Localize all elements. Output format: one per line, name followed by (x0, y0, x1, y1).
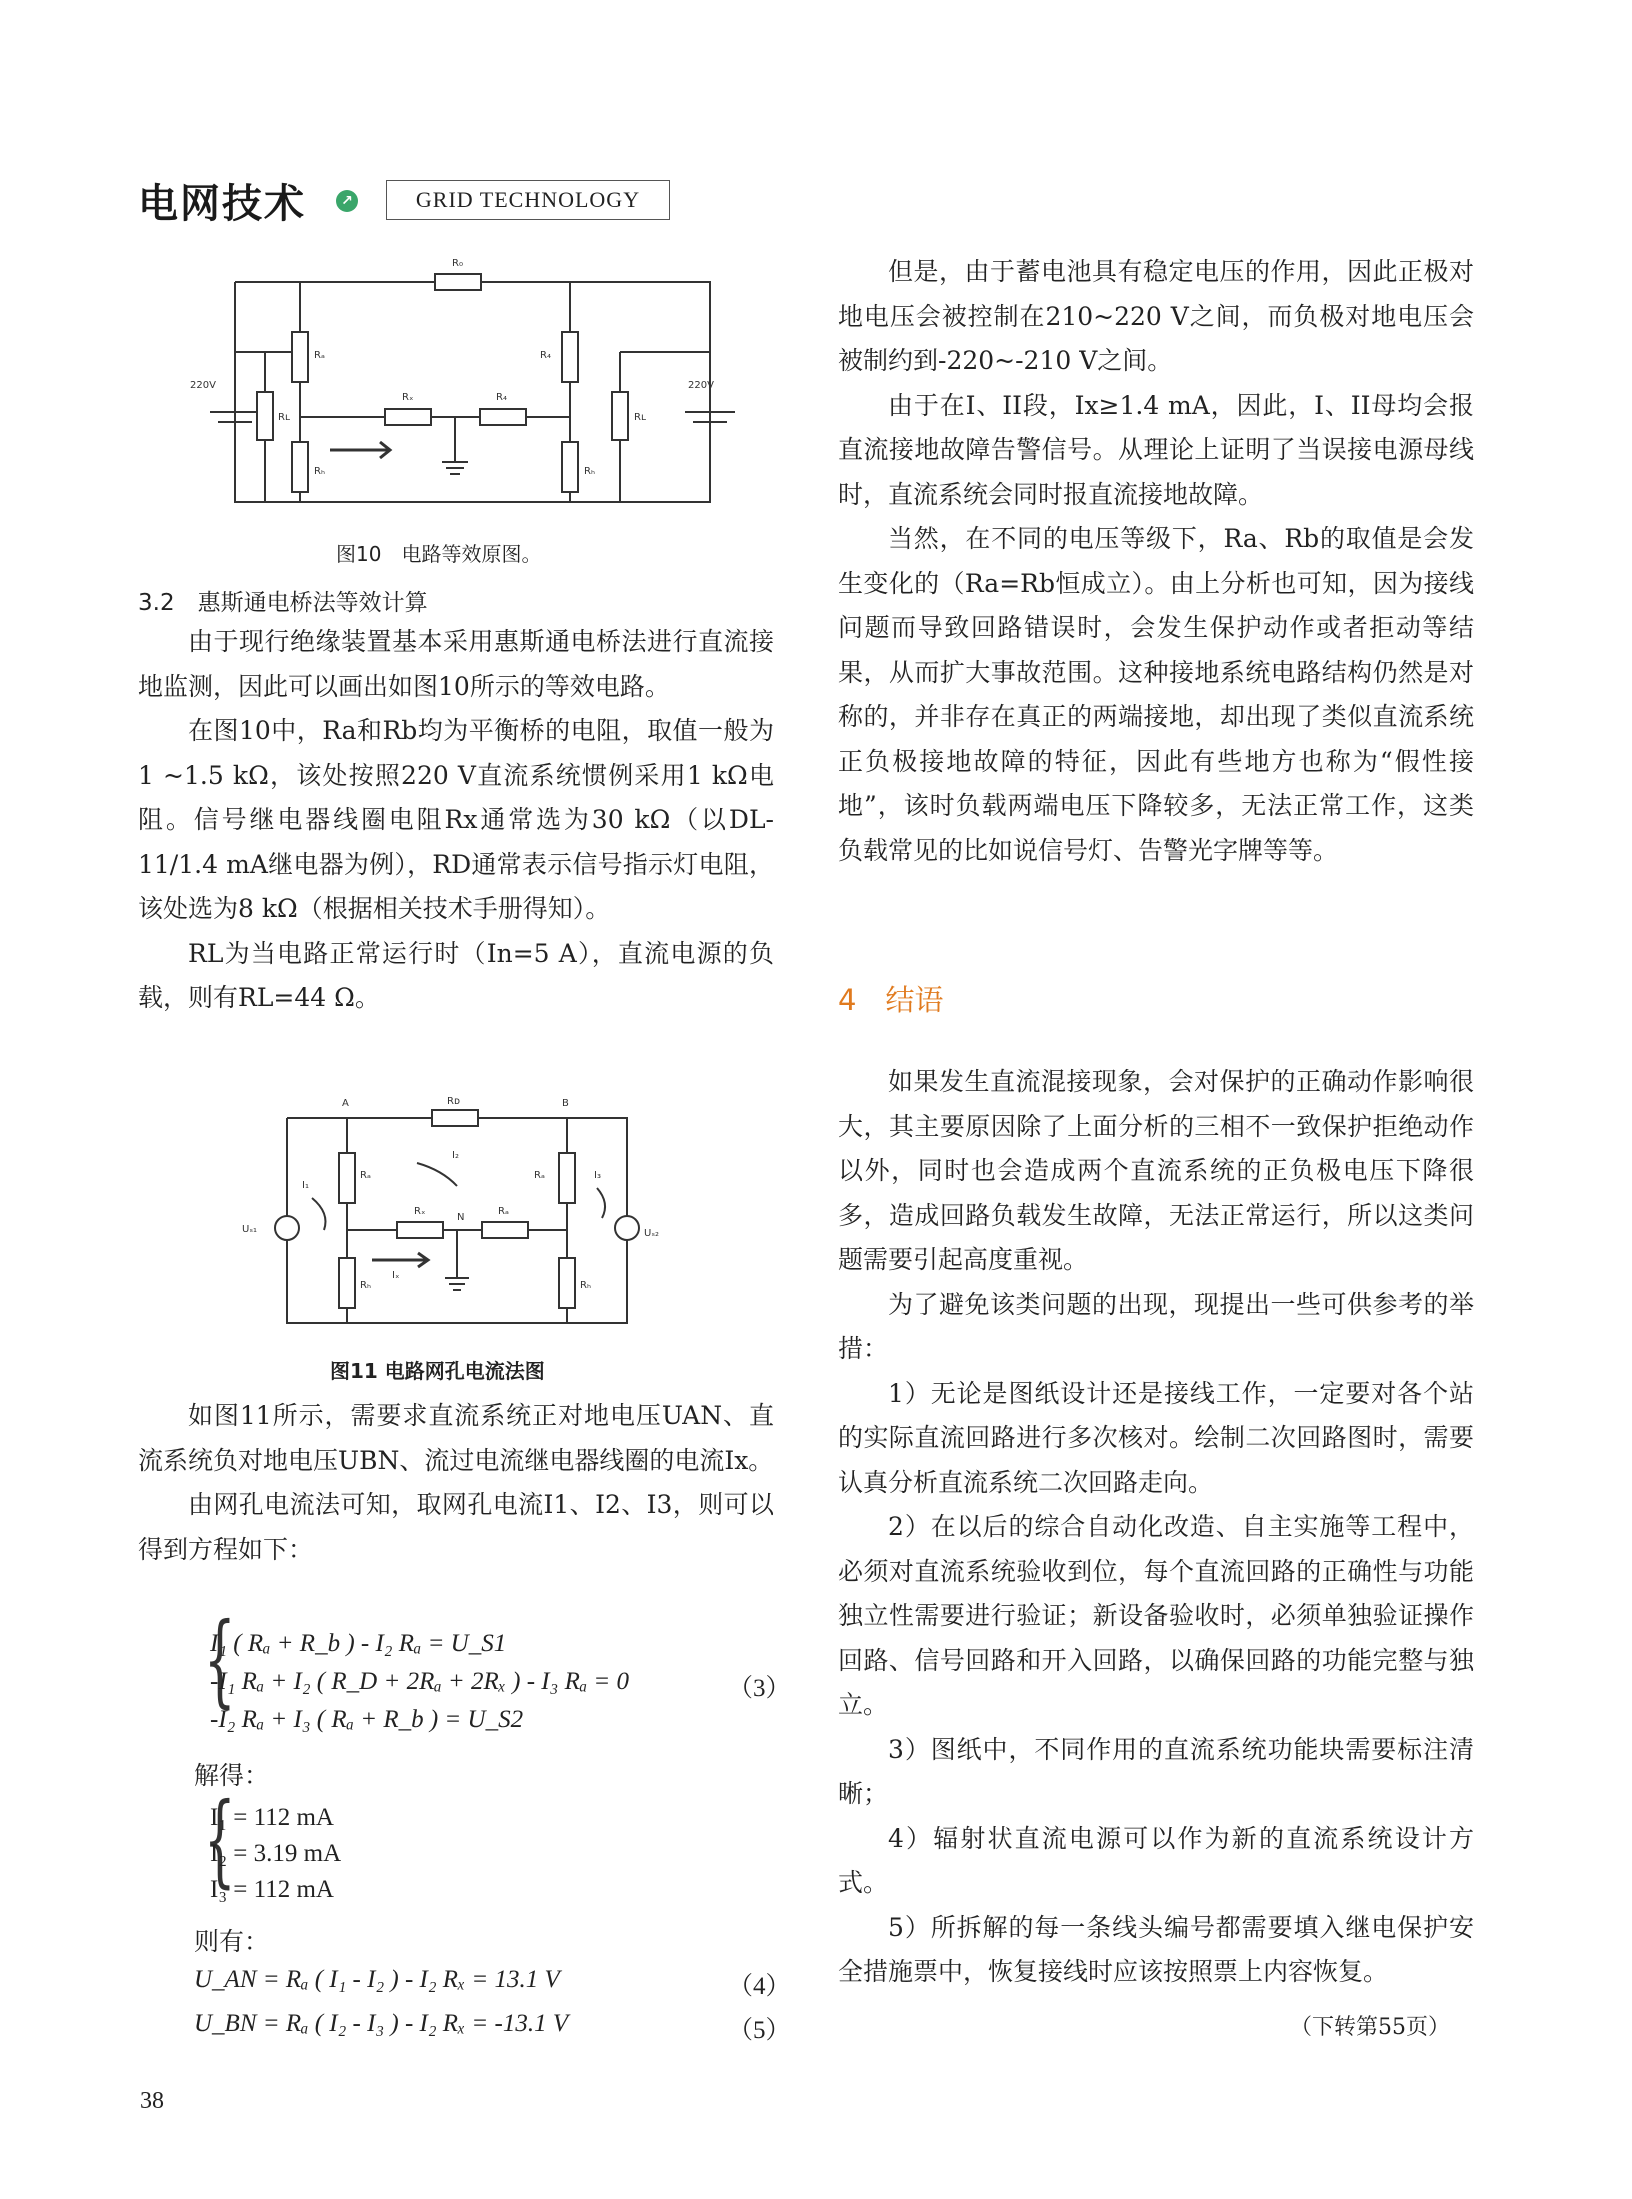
page-number: 38 (140, 2088, 164, 2114)
label-ix: Iₓ (392, 1270, 400, 1281)
left-column-block-1 (138, 620, 774, 1021)
label-ra: Rₐ (314, 350, 325, 361)
figure-10-caption: 图10 电路等效原图。 (336, 542, 542, 566)
label-us2: Uₛ₂ (644, 1228, 660, 1239)
label-i3: I₃ (594, 1170, 601, 1181)
section-3-2-heading: 3.2 惠斯通电桥法等效计算 (138, 590, 428, 616)
label-rb: Rₕ (314, 466, 325, 477)
left-column-block-2 (138, 1394, 774, 1572)
figure-10-circuit (190, 252, 740, 530)
brace-eq3: { (203, 1601, 236, 1718)
eq4: U_AN = Rₐ ( I₁ - I₂ ) - I₂ Rₓ = 13.1 V (194, 1966, 560, 1993)
journal-section-title-en: GRID TECHNOLOGY (386, 180, 670, 220)
right-column-block-1 (838, 250, 1474, 873)
label-rl-right: Rʟ (634, 412, 647, 423)
paragraph: 2）在以后的综合自动化改造、自主实施等工程中，必须对直流系统验收到位，每个直流回路的正确性与功能独立性需要进行验证；新设备验收时，必须单独验证操作回路、信号回路和开入回路，以确保回路的功能完整与独立。 (838, 1512, 1474, 1719)
solution-i2: I₂ = 3.19 mA (210, 1840, 342, 1867)
label-ra-left: Rₐ (360, 1170, 371, 1181)
eq5: U_BN = Rₐ ( I₂ - I₃ ) - I₂ Rₓ = -13.1 V (194, 2010, 569, 2037)
figure-11-caption: 图11 电路网孔电流法图 (330, 1359, 545, 1383)
figure-11 (242, 1078, 672, 1340)
label-rx-left: Rₓ (414, 1206, 426, 1217)
paragraph: 由网孔电流法可知，取网孔电流I1、I2、I3，则可以得到方程如下： (138, 1490, 774, 1564)
solution-i1: I₁ = 112 mA (210, 1804, 334, 1831)
continued-note: （下转第55页） (1290, 2015, 1450, 2040)
label-rd-top: Rᴅ (447, 1096, 460, 1107)
eq3-line2: -I₁ Rₐ + I₂ ( R_D + 2Rₐ + 2Rₓ ) - I₃ Rₐ = 0 (210, 1668, 630, 1695)
paragraph: 如果发生直流混接现象，会对保护的正确动作影响很大，其主要原因除了上面分析的三相不一致保护拒绝动作以外，同时也会造成两个直流系统的正负极电压下降很多，造成回路负载发生故障，无法正常运行，所以这类问题需要引起高度重视。 (838, 1067, 1474, 1274)
label-v-left: 220V (190, 380, 216, 391)
label-node-a: A (342, 1098, 349, 1109)
label-rb-right: Rₕ (580, 1280, 591, 1291)
paragraph: 由于在I、II段，Ix≥1.4 mA，因此，I、II母均会报直流接地故障告警信号。从理论上证明了当误接电源母线时，直流系统会同时报直流接地故障。 (838, 390, 1474, 509)
label-rb-right: Rₕ (584, 466, 595, 477)
label-rx-right: Rₐ (498, 1206, 509, 1217)
label-rx: Rₓ (402, 392, 414, 403)
section-4-heading: 4 结语 (838, 983, 944, 1017)
paragraph: 为了避免该类问题的出现，现提出一些可供参考的举措： (838, 1289, 1474, 1363)
label-i1: I₁ (302, 1180, 309, 1191)
paragraph: 4）辐射状直流电源可以作为新的直流系统设计方式。 (838, 1823, 1474, 1897)
then-label: 则有： (194, 1927, 270, 1956)
paragraph: 1）无论是图纸设计还是接线工作，一定要对各个站的实际直流回路进行多次核对。绘制二次回路图时，需要认真分析直流系统二次回路走向。 (838, 1378, 1474, 1497)
label-us1: Uₛ₁ (242, 1224, 258, 1235)
eq3-number: （3） (728, 1675, 791, 1702)
solve-label: 解得： (194, 1761, 270, 1790)
paragraph: 由于现行绝缘装置基本采用惠斯通电桥法进行直流接地监测，因此可以画出如图10所示的等效电路。 (138, 627, 774, 701)
label-node-n: N (457, 1212, 465, 1223)
paragraph: 5）所拆解的每一条线头编号都需要填入继电保护安全措施票中，恢复接线时应该按照票上内容恢复。 (838, 1912, 1474, 1986)
brace-solution: { (203, 1781, 236, 1898)
paragraph: 但是，由于蓄电池具有稳定电压的作用，因此正极对地电压会被控制在210~220 V之间，而负极对地电压会被制约到-220~-210 V之间。 (838, 257, 1474, 375)
label-node-b: B (562, 1098, 569, 1109)
label-rl-left: Rʟ (278, 412, 291, 423)
paragraph: 3）图纸中，不同作用的直流系统功能块需要标注清晰； (838, 1734, 1474, 1808)
paragraph: 如图11所示，需要求直流系统正对地电压UAN、直流系统负对地电压UBN、流过电流继电器线圈的电流Ix。 (138, 1401, 774, 1475)
arrow-circle-icon: ↗ (336, 190, 358, 212)
paragraph: 当然，在不同的电压等级下，Ra、Rb的取值是会发生变化的（Ra=Rb恒成立）。由上分析也可知，因为接线问题而导致回路错误时，会发生保护动作或者拒动等结果，从而扩大事故范围。这种接地系统电路结构仍然是对称的，并非存在真正的两端接地，却出现了类似直流系统正负极接地故障的特征，因此有些地方也称为“假性接地”，该时负载两端电压下降较多，无法正常工作，这类负载常见的比如说信号灯、告警光字牌等等。 (838, 524, 1474, 865)
label-r0: R₀ (452, 258, 463, 269)
paragraph: 在图10中，Ra和Rb均为平衡桥的电阻，取值一般为1 ~1.5 kΩ，该处按照220 V直流系统惯例采用1 kΩ电阻。信号继电器线圈电阻Rx通常选为30 kΩ（以DL-11/1.4 mA继电器为例），RD通常表示信号指示灯电阻，该处选为8 kΩ（根据相关技术手册得知）。 (138, 716, 774, 923)
figure-11-circuit (242, 1078, 672, 1340)
eq5-number: （5） (728, 2017, 791, 2044)
label-rb-left: Rₕ (360, 1280, 371, 1291)
journal-section-title: 电网技术 (138, 181, 306, 227)
solution-i3: I₃ = 112 mA (210, 1876, 334, 1903)
eq4-number: （4） (728, 1973, 791, 2000)
label-ra-right: Rₐ (534, 1170, 545, 1181)
label-rd-right: R₄ (540, 350, 551, 361)
label-i2: I₂ (452, 1150, 459, 1161)
label-rd: R₄ (496, 392, 507, 403)
right-column-block-2 (838, 1060, 1474, 1995)
paragraph: RL为当电路正常运行时（In=5 A），直流电源的负载，则有RL=44 Ω。 (138, 938, 774, 1012)
figure-10 (190, 252, 740, 530)
eq3-line3: -I₂ Rₐ + I₃ ( Rₐ + R_b ) = U_S2 (210, 1706, 524, 1733)
eq3-line1: I₁ ( Rₐ + R_b ) - I₂ Rₐ = U_S1 (210, 1630, 507, 1657)
label-v-right: 220V (688, 380, 714, 391)
